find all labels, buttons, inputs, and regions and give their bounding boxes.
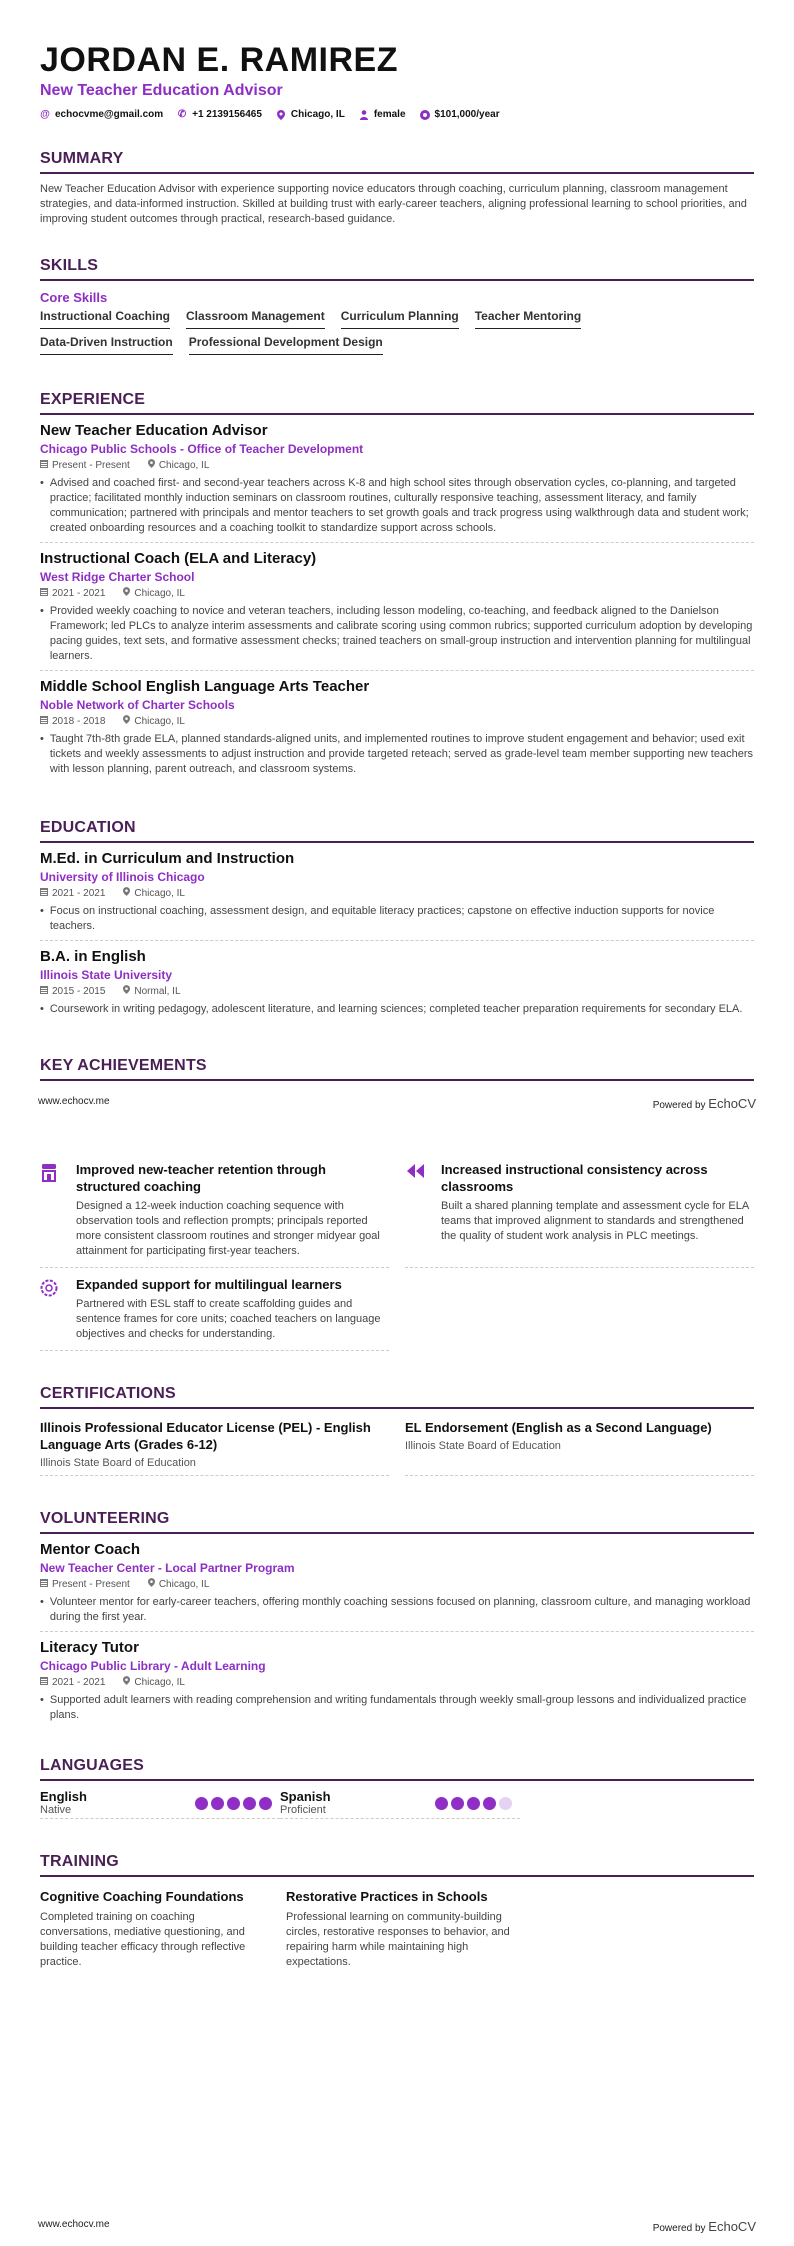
entry-title: Mentor Coach (40, 1541, 141, 1558)
page-footer (38, 2219, 756, 2234)
volunteering-entry (40, 1534, 754, 1632)
language-item (40, 1789, 280, 1819)
volunteering-section (40, 1510, 754, 1729)
summary-section (40, 150, 754, 227)
entry-location (123, 587, 185, 601)
calendar-icon (40, 459, 48, 473)
language-level: Native (40, 1804, 72, 1816)
entry-organization: Illinois State University (40, 968, 173, 982)
calendar-icon (40, 587, 48, 601)
email-text: echocvme@gmail.com (55, 109, 164, 120)
rating-dot (435, 1797, 448, 1810)
page-footer (38, 1096, 756, 1111)
footer-powered (653, 1096, 756, 1111)
bullet-text: Advised and coached first- and second-year teachers across K-8 and high school sites through observation cycles, co-planning, and targeted practice; facilitated monthly induction seminars on classroom routines, culturally responsive teaching, assessment literacy, and family communication; partnered with principals and mentor teachers to set growth goals and track progress using walkthrough data and student work; created onboarding resources and a coaching toolkit to standardize support across schools. (49, 477, 749, 534)
entry-meta (40, 887, 754, 901)
bullet-text: Coursework in writing pedagogy, adolescent literature, and learning sciences; completed teacher preparation requirements for secondary ELA. (49, 1003, 743, 1015)
achievement-item (405, 1153, 754, 1268)
location-text: Normal, IL (134, 986, 181, 997)
skill-item: Classroom Management (186, 309, 325, 329)
entry-meta (40, 587, 754, 601)
candidate-name: JORDAN E. RAMIREZ (40, 41, 398, 79)
dates-text: 2018 - 2018 (52, 716, 106, 727)
achievement-item (40, 1268, 389, 1351)
date-range (40, 459, 130, 473)
bullet-icon: • (40, 733, 44, 745)
section-heading: VOLUNTEERING (40, 1510, 754, 1534)
entry-title: Middle School English Language Arts Teacher (40, 678, 370, 695)
bullet-item (40, 1693, 754, 1723)
language-rating (195, 1789, 280, 1816)
bullet-item (40, 732, 754, 777)
skill-item: Instructional Coaching (40, 309, 170, 329)
gear-icon (40, 1276, 64, 1342)
section-heading: EXPERIENCE (40, 391, 754, 415)
language-name: English (40, 1789, 87, 1804)
bullet-item (40, 604, 754, 664)
rating-dot (467, 1797, 480, 1810)
achievements-heading-section (40, 1057, 754, 1081)
map-pin-icon (148, 459, 155, 473)
skill-item: Teacher Mentoring (475, 309, 581, 329)
calendar-icon (40, 985, 48, 999)
candidate-title: New Teacher Education Advisor (40, 82, 283, 99)
achievement-item (40, 1153, 389, 1268)
bullet-item (40, 1002, 754, 1017)
entry-meta (40, 459, 754, 473)
entry-organization: Noble Network of Charter Schools (40, 698, 235, 712)
section-heading: EDUCATION (40, 819, 754, 843)
section-heading: SUMMARY (40, 150, 754, 174)
map-pin-icon (148, 1578, 155, 1592)
entry-location (123, 1676, 185, 1690)
contact-phone[interactable] (177, 109, 262, 120)
entry-organization: West Ridge Charter School (40, 570, 195, 584)
languages-section (40, 1757, 754, 1819)
contact-email[interactable] (40, 109, 163, 120)
training-description: Completed training on coaching conversations, mediative questioning, and building teacher efficacy through reflective practice. (40, 1911, 246, 1968)
bullet-icon: • (40, 1694, 44, 1706)
training-section (40, 1853, 754, 1970)
dates-text: 2021 - 2021 (52, 1677, 106, 1688)
language-name: Spanish (280, 1789, 331, 1804)
achievement-description: Partnered with ESL staff to create scaffolding guides and sentence frames for core units; coached teachers on language objectives and checks for understanding. (76, 1298, 381, 1340)
skill-list (40, 309, 640, 355)
date-range (40, 985, 105, 999)
entry-location (123, 985, 180, 999)
entry-title: B.A. in English (40, 948, 146, 965)
location-text: Chicago, IL (134, 588, 185, 599)
location-text: Chicago, IL (134, 716, 185, 727)
volunteering-entry (40, 1632, 754, 1729)
store-icon (40, 1161, 64, 1259)
map-pin-icon (123, 1676, 130, 1690)
salary-text: $101,000/year (434, 109, 500, 120)
language-item (280, 1789, 520, 1819)
education-entry (40, 941, 754, 1023)
location-text: Chicago, IL (290, 109, 345, 120)
language-rating (435, 1789, 520, 1816)
rating-dot (483, 1797, 496, 1810)
powered-by-text: Powered by (652, 1100, 706, 1111)
training-title: Cognitive Coaching Foundations (40, 1889, 244, 1904)
entry-location (123, 715, 185, 729)
skill-item: Professional Development Design (189, 335, 383, 355)
dates-text: Present - Present (52, 460, 130, 471)
bullet-icon: • (40, 605, 44, 617)
gender-text: female (373, 109, 406, 120)
entry-organization: University of Illinois Chicago (40, 870, 205, 884)
entry-title: Literacy Tutor (40, 1639, 139, 1656)
bullet-item (40, 904, 754, 934)
dates-text: 2021 - 2021 (52, 588, 106, 599)
bullet-text: Taught 7th-8th grade ELA, planned standards-aligned units, and implemented routines to improve student engagement and behavior; used exit tickets and weekly assessments to adjust instruction and provide targeted reteach; served as grade-level team member supporting new teachers with lesson planning, parent outreach, and classroom systems. (49, 733, 753, 775)
bullet-icon: • (40, 1003, 44, 1015)
map-pin-icon (123, 715, 130, 729)
dates-text: Present - Present (52, 1579, 130, 1590)
education-section (40, 819, 754, 1023)
experience-entry (40, 543, 754, 671)
date-range (40, 715, 105, 729)
calendar-icon (40, 1676, 48, 1690)
entry-organization: Chicago Public Library - Adult Learning (40, 1659, 266, 1673)
entry-organization: New Teacher Center - Local Partner Program (40, 1561, 295, 1575)
rating-dot (499, 1797, 512, 1810)
brand-logo: EchoCV (708, 2219, 756, 2234)
entry-title: M.Ed. in Curriculum and Instruction (40, 850, 295, 867)
location-text: Chicago, IL (158, 1579, 210, 1590)
experience-section (40, 391, 754, 783)
rating-dot (211, 1797, 224, 1810)
bullet-icon: • (40, 477, 44, 489)
entry-meta (40, 715, 754, 729)
bullet-item (40, 1595, 754, 1625)
certification-item (40, 1419, 389, 1476)
certification-issuer: Illinois State Board of Education (40, 1457, 196, 1469)
map-pin-icon (276, 110, 286, 120)
certification-title: EL Endorsement (English as a Second Language) (405, 1420, 712, 1435)
calendar-icon (40, 1578, 48, 1592)
experience-entry (40, 415, 754, 543)
map-pin-icon (123, 887, 130, 901)
rating-dot (451, 1797, 464, 1810)
training-item (286, 1889, 512, 1970)
skill-group-title: Core Skills (40, 290, 108, 305)
rating-dot (259, 1797, 272, 1810)
achievement-title: Increased instructional consistency across classrooms (441, 1162, 708, 1194)
entry-meta (40, 985, 754, 999)
calendar-icon (40, 887, 48, 901)
certification-title: Illinois Professional Educator License (PEL) - English Language Arts (Grades 6-12) (40, 1420, 371, 1452)
dates-text: 2021 - 2021 (52, 888, 106, 899)
training-title: Restorative Practices in Schools (286, 1889, 488, 1904)
summary-text: New Teacher Education Advisor with experience supporting novice educators through coaching, curriculum planning, classroom management strategies, and data-informed instruction. Skilled at building trust with early-career teachers, aligning professional learning to school priorities, and improving student outcomes through practical, research-based guidance. (40, 183, 747, 225)
brand-logo: EchoCV (708, 1096, 756, 1111)
entry-location (148, 1578, 210, 1592)
contact-salary (420, 109, 500, 120)
date-range (40, 1676, 105, 1690)
map-pin-icon (123, 587, 130, 601)
bullet-text: Focus on instructional coaching, assessment design, and equitable literacy practices; capstone on effective induction supports for novice teachers. (49, 905, 715, 932)
achievement-description: Designed a 12-week induction coaching sequence with observation tools and reflection prompts; principals reported more consistent classroom routines and stronger midyear goal attainment for participating first-year teachers. (76, 1200, 380, 1257)
bullet-icon: • (40, 1596, 44, 1608)
rating-dot (243, 1797, 256, 1810)
entry-organization: Chicago Public Schools - Office of Teacher Development (40, 442, 364, 456)
entry-meta (40, 1676, 754, 1690)
entry-location (123, 887, 185, 901)
map-pin-icon (123, 985, 130, 999)
certification-issuer: Illinois State Board of Education (405, 1440, 561, 1452)
date-range (40, 887, 105, 901)
skill-item: Data-Driven Instruction (40, 335, 173, 355)
skill-item: Curriculum Planning (341, 309, 459, 329)
at-icon: @ (40, 109, 50, 120)
bullet-text: Volunteer mentor for early-career teachers, offering monthly coaching sessions focused on planning, classroom culture, and managing workload during the first year. (49, 1596, 751, 1623)
location-text: Chicago, IL (134, 888, 185, 899)
rewind-icon (405, 1161, 429, 1259)
bullet-text: Provided weekly coaching to novice and veteran teachers, including lesson modeling, co-teaching, and feedback aligned to the Danielson Framework; led PLCs to analyze interim assessments and calibrate scoring using common rubrics; supported curriculum adoption by developing pacing guides, text sets, and formative assessment checks; trained teachers on small-group instruction and intervention planning for multilingual learners. (49, 605, 753, 662)
contact-gender (359, 109, 406, 120)
experience-entry (40, 671, 754, 783)
section-heading: KEY ACHIEVEMENTS (40, 1057, 754, 1081)
powered-by-text: Powered by (652, 2223, 706, 2234)
entry-meta (40, 1578, 754, 1592)
training-description: Professional learning on community-building circles, restorative responses to behavior, and repairing harm while maintaining high expectations. (286, 1911, 510, 1968)
entry-location (148, 459, 210, 473)
contact-bar (40, 109, 754, 120)
money-icon (420, 110, 430, 120)
rating-dot (195, 1797, 208, 1810)
calendar-icon (40, 715, 48, 729)
training-item (40, 1889, 266, 1970)
resume-page-2 (0, 1123, 794, 2246)
bullet-text: Supported adult learners with reading comprehension and writing fundamentals through weekly small-group lessons and individualized practice plans. (49, 1694, 747, 1721)
skills-section (40, 257, 754, 355)
language-level: Proficient (280, 1804, 326, 1816)
bullet-icon: • (40, 905, 44, 917)
achievements-list (40, 1153, 754, 1351)
date-range (40, 587, 105, 601)
entry-title: New Teacher Education Advisor (40, 422, 268, 439)
date-range (40, 1578, 130, 1592)
section-heading: SKILLS (40, 257, 754, 281)
section-heading: TRAINING (40, 1853, 754, 1877)
location-text: Chicago, IL (158, 460, 210, 471)
certification-item (405, 1419, 754, 1476)
achievement-title: Improved new-teacher retention through structured coaching (76, 1162, 326, 1194)
location-text: Chicago, IL (134, 1677, 185, 1688)
rating-dot (227, 1797, 240, 1810)
certifications-section (40, 1385, 754, 1476)
dates-text: 2015 - 2015 (52, 986, 106, 997)
section-heading: LANGUAGES (40, 1757, 754, 1781)
footer-site-link[interactable]: www.echocv.me (38, 2219, 110, 2230)
entry-title: Instructional Coach (ELA and Literacy) (40, 550, 317, 567)
person-icon (359, 110, 369, 120)
contact-location (276, 109, 345, 120)
education-entry (40, 843, 754, 941)
achievement-title: Expanded support for multilingual learners (76, 1277, 342, 1292)
bullet-item (40, 476, 754, 536)
section-heading: CERTIFICATIONS (40, 1385, 754, 1409)
footer-site-link[interactable]: www.echocv.me (38, 1096, 110, 1107)
achievement-description: Built a shared planning template and assessment cycle for ELA teams that improved alignment to standards and strengthened the quality of student work analysis in PLC meetings. (441, 1200, 749, 1242)
phone-icon: ✆ (177, 109, 187, 120)
phone-text: +1 2139156465 (192, 109, 262, 120)
footer-powered (653, 2219, 756, 2234)
